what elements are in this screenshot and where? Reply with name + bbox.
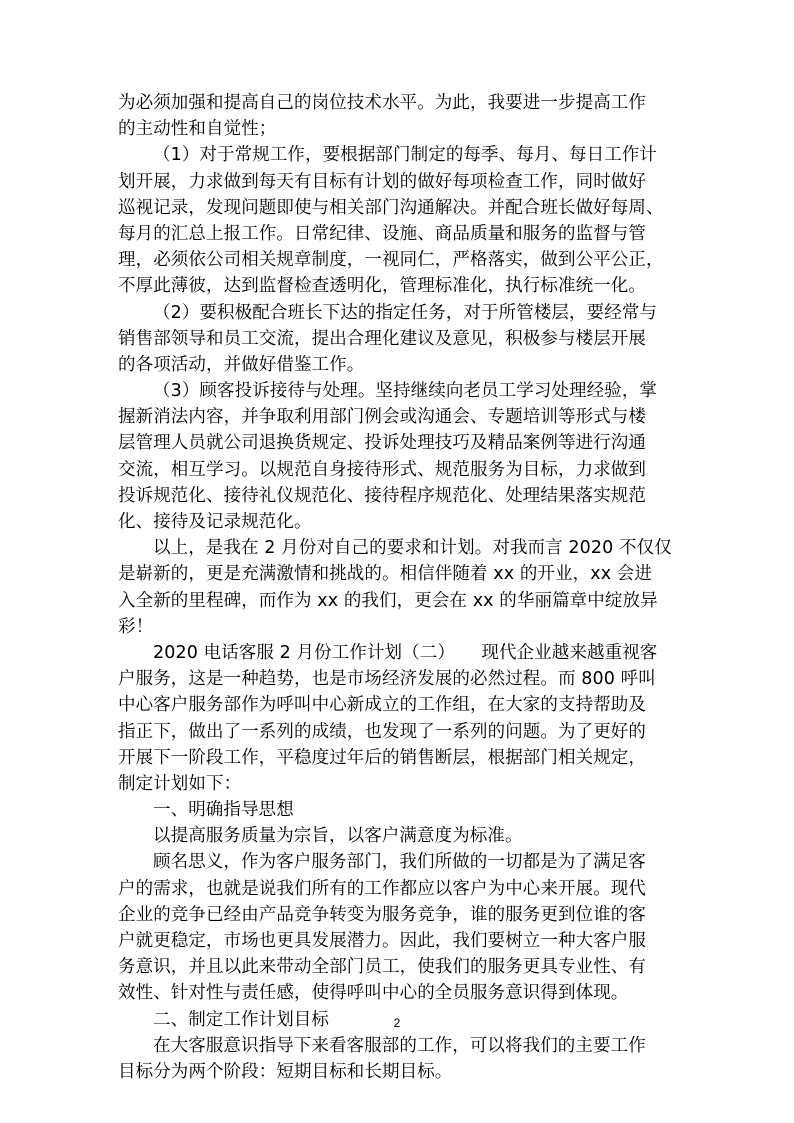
text-line: 层管理人员就公司退换货规定、投诉处理技巧及精品案例等进行沟通 (118, 433, 646, 454)
text-line: 为必须加强和提高自己的岗位技术水平。为此，我要进一步提高工作 (118, 93, 646, 113)
text-line: （1）对于常规工作，要根据部门制定的每季、每月、每日工作计 (153, 145, 658, 166)
text-line: 目标分为两个阶段：短期目标和长期目标。 (118, 1061, 453, 1082)
text-line: 每月的汇总上报工作。日常纪律、设施、商品质量和服务的监督与管 (118, 223, 646, 244)
text-line: 在大客服意识指导下来看客服部的工作，可以将我们的主要工作 (153, 1035, 646, 1056)
page-number: 2 (393, 1016, 401, 1030)
text-line: 是崭新的，更是充满激情和挑战的。相信伴随着 xx 的开业，xx 会进 (118, 564, 653, 585)
text-line: 销售部领导和员工交流，提出合理化建议及意见，积极参与楼层开展 (118, 328, 646, 349)
text-line: 户服务，这是一种趋势，也是市场经济发展的必然过程。而 800 呼叫 (118, 669, 656, 690)
text-line: 中心客户服务部作为呼叫中心新成立的工作组，在大家的支持帮助及 (118, 695, 646, 716)
text-line: 交流，相互学习。以规范自身接待形式、规范服务为目标，力求做到 (118, 459, 646, 480)
text-line: 企业的竞争已经由产品竞争转变为服务竞争，谁的服务更到位谁的客 (118, 904, 646, 925)
text-line: 彩！ (118, 616, 154, 637)
text-line: 效性、针对性与责任感，使得呼叫中心的全员服务意识得到体现。 (118, 983, 629, 1004)
text-line: （3）顾客投诉接待与处理。坚持继续向老员工学习处理经验，掌 (153, 381, 658, 402)
text-line: 的各项活动，并做好借鉴工作。 (118, 354, 365, 375)
text-line: 以提高服务质量为宗旨，以客户满意度为标准。 (153, 826, 523, 847)
text-line: 以上，是我在 2 月份对自己的要求和计划。对我而言 2020 不仅仅 (153, 538, 672, 559)
text-line: 的主动性和自觉性； (118, 119, 277, 140)
text-line: 开展下一阶段工作，平稳度过年后的销售断层，根据部门相关规定， (118, 747, 646, 768)
text-line: 巡视记录，发现问题即使与相关部门沟通解决。并配合班长做好每周、 (118, 197, 664, 218)
text-line: 顾名思义，作为客户服务部门，我们所做的一切都是为了满足客 (153, 852, 646, 873)
text-line: 制定计划如下： (118, 773, 242, 794)
text-line: 二、制定工作计划目标 (153, 1009, 329, 1030)
document-body (118, 90, 678, 1085)
text-line: 户就更稳定，市场也更具发展潜力。因此，我们要树立一种大客户服 (118, 931, 646, 951)
text-line: 入全新的里程碑，而作为 xx 的我们，更会在 xx 的华丽篇章中绽放异 (118, 590, 658, 611)
text-line: 理，必须依公司相关规章制度，一视同仁，严格落实，做到公平公正， (118, 250, 664, 271)
text-line: 划开展，力求做到每天有目标有计划的做好每项检查工作，同时做好 (118, 171, 646, 192)
text-line: 一、明确指导思想 (153, 800, 294, 821)
text-line: 投诉规范化、接待礼仪规范化、接待程序规范化、处理结果落实规范 (118, 485, 646, 506)
text-line: 不厚此薄彼，达到监督检查透明化，管理标准化，执行标准统一化。 (118, 276, 646, 297)
text-line: 户的需求，也就是说我们所有的工作都应以客户为中心来开展。现代 (118, 878, 646, 899)
text-line: （2）要积极配合班长下达的指定任务，对于所管楼层，要经常与 (153, 302, 658, 323)
text-line: 务意识，并且以此来带动全部门员工，使我们的服务更具专业性、有 (118, 957, 646, 978)
text-line: 握新消法内容，并争取利用部门例会或沟通会、专题培训等形式与楼 (118, 407, 646, 428)
text-line: 化、接待及记录规范化。 (118, 512, 312, 532)
text-line: 2020 电话客服 2 月份工作计划（二） 现代企业越来越重视客 (153, 642, 658, 663)
text-line: 指正下，做出了一系列的成绩，也发现了一系列的问题。为了更好的 (118, 721, 646, 742)
